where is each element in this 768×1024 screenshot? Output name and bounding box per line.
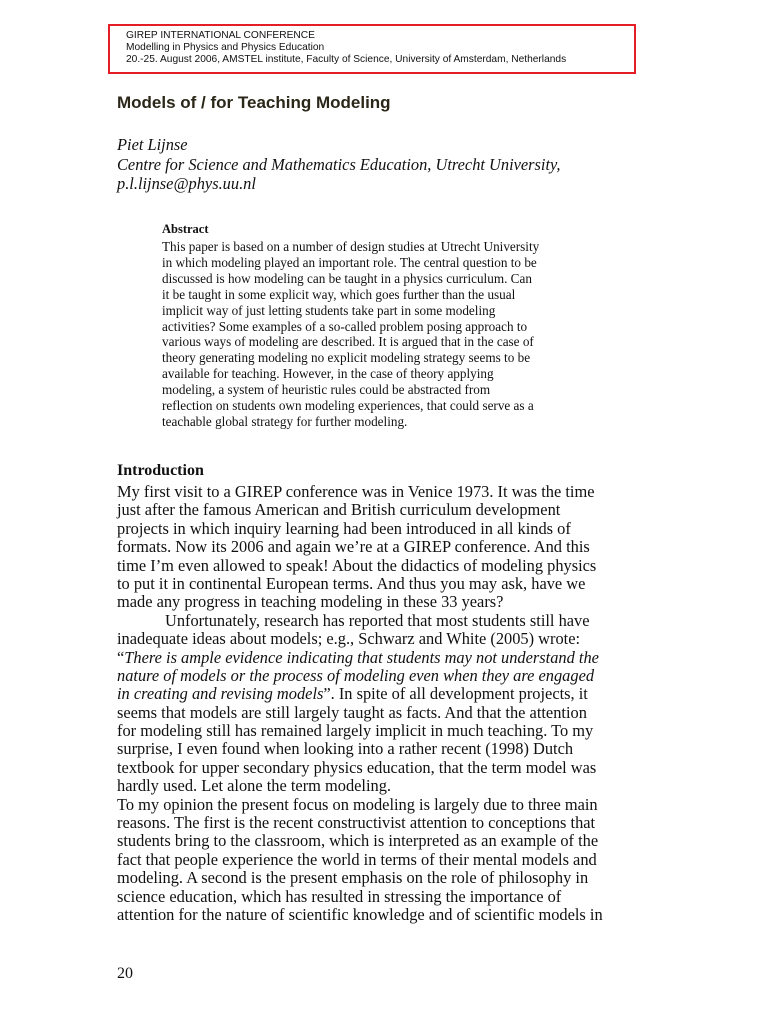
abstract-line: implicit way of just letting students take part in some modeling	[162, 302, 496, 318]
quote-continuation: ”. In spite of all development projects, it	[323, 684, 588, 704]
abstract-section	[162, 221, 622, 430]
abstract-heading: Abstract	[162, 222, 209, 236]
introduction-heading: Introduction	[117, 462, 204, 479]
body-line: students bring to the classroom, which is interpreted as an example of the	[117, 831, 599, 851]
abstract-line: various ways of modeling are described. It is argued that in the case of	[162, 334, 534, 350]
quote-text: There is ample evidence indicating that students may not understand the	[124, 647, 599, 667]
author-affiliation: Centre for Science and Mathematics Education, Utrecht University,	[117, 154, 561, 174]
open-quote: “	[117, 647, 125, 667]
author-block	[117, 135, 561, 194]
body-line: made any progress in teaching modeling in these 33 years?	[117, 592, 504, 612]
abstract-line: teachable global strategy for further modeling.	[162, 413, 408, 429]
author-email[interactable]: p.l.lijnse@phys.uu.nl	[117, 174, 256, 193]
body-line: modeling. A second is the present emphasis on the role of philosophy in	[117, 868, 589, 888]
body-line: reasons. The first is the recent constructivist attention to conceptions that	[117, 813, 596, 833]
body-line: projects in which inquiry learning had been introduced in all kinds of	[117, 518, 571, 538]
body-line: My first visit to a GIREP conference was in Venice 1973. It was the time	[117, 482, 595, 501]
quote-line: nature of models or the process of modeling even when they are engaged	[117, 665, 595, 685]
quote-text: in creating and revising models	[117, 684, 324, 704]
body-line: for modeling still has remained largely implicit in much teaching. To my	[117, 721, 594, 741]
body-line: surprise, I even found when looking into a rather recent (1998) Dutch	[117, 739, 574, 759]
abstract-line: activities? Some examples of a so-called problem posing approach to	[162, 318, 528, 334]
page-number: 20	[117, 965, 133, 982]
conference-theme: Modelling in Physics and Physics Education	[126, 42, 325, 53]
conference-header-box	[108, 24, 636, 74]
introduction-body	[117, 483, 677, 924]
body-line-indented: Unfortunately, research has reported that most students still have	[165, 610, 590, 630]
abstract-line: discussed is how modeling can be taught in a physics curriculum. Can	[162, 270, 532, 286]
abstract-line: modeling, a system of heuristic rules could be abstracted from	[162, 382, 491, 398]
abstract-line: in which modeling played an important role. The central question to be	[162, 254, 537, 270]
body-line: time I’m even allowed to speak! About the didactics of modeling physics	[117, 555, 597, 575]
body-line: fact that people experience the world in terms of their mental models and	[117, 849, 597, 869]
body-line: just after the famous American and British curriculum development	[117, 500, 561, 520]
abstract-line: it be taught in some explicit way, which goes further than the usual	[162, 286, 516, 302]
body-line: to put it in continental European terms. And thus you may ask, have we	[117, 573, 586, 593]
body-line: hardly used. Let alone the term modeling.	[117, 776, 392, 796]
conference-venue-date: 20.-25. August 2006, AMSTEL institute, Faculty of Science, University of Amsterdam, Netherlands	[126, 54, 567, 65]
body-line: textbook for upper secondary physics education, that the term model was	[117, 757, 597, 777]
body-line: To my opinion the present focus on modeling is largely due to three main	[117, 794, 598, 814]
body-line: inadequate ideas about models; e.g., Schwarz and White (2005) wrote:	[117, 629, 581, 649]
body-line: formats. Now its 2006 and again we’re at a GIREP conference. And this	[117, 537, 590, 557]
abstract-line: available for teaching. However, in the case of theory applying	[162, 366, 494, 382]
quote-line	[117, 685, 677, 703]
body-line: science education, which has resulted in stressing the importance of	[117, 886, 562, 906]
abstract-line: This paper is based on a number of design studies at Utrecht University	[162, 239, 540, 254]
body-line: seems that models are still largely taught as facts. And that the attention	[117, 702, 587, 722]
conference-name: GIREP INTERNATIONAL CONFERENCE	[126, 30, 315, 41]
body-line: attention for the nature of scientific knowledge and of scientific models in	[117, 904, 603, 924]
author-name: Piet Lijnse	[117, 135, 188, 154]
abstract-line: reflection on students own modeling experiences, that could serve as a	[162, 398, 534, 414]
abstract-line: theory generating modeling no explicit modeling strategy seems to be	[162, 350, 531, 366]
paper-title: Models of / for Teaching Modeling	[117, 93, 391, 112]
quote-line	[117, 649, 677, 667]
